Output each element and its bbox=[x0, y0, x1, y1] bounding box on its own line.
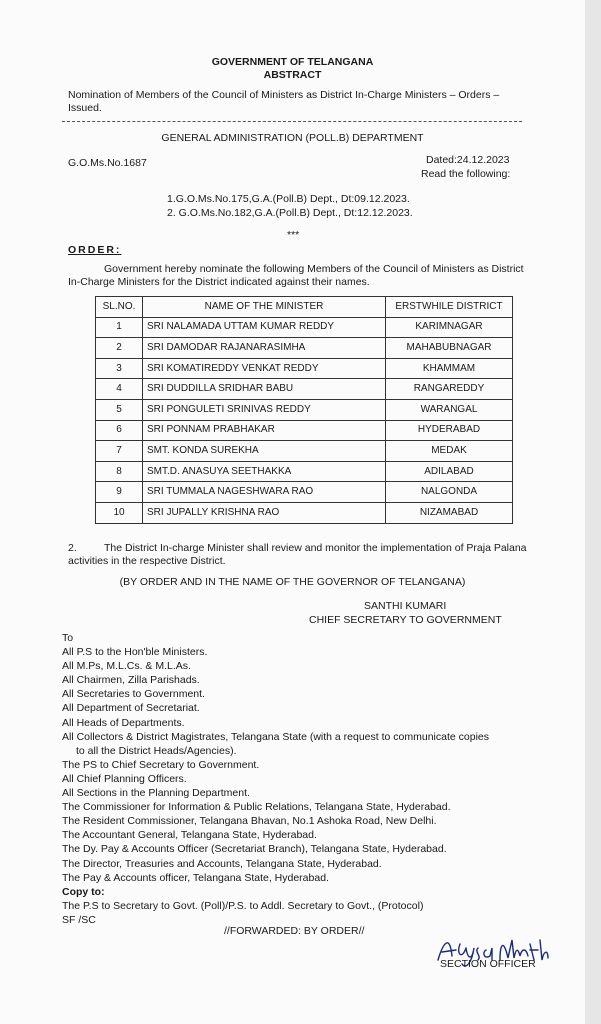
district-name: KARIMNAGAR bbox=[386, 317, 513, 338]
district-name: WARANGAL bbox=[386, 399, 513, 420]
minister-name: SRI TUMMALA NAGESHWARA RAO bbox=[143, 482, 386, 503]
go-number: G.O.Ms.No.1687 bbox=[68, 157, 147, 169]
district-name: NIZAMABAD bbox=[386, 502, 513, 523]
page-edge bbox=[585, 0, 601, 1024]
list-item: The Dy. Pay & Accounts Officer (Secretariat Branch), Telangana State, Hyderabad. bbox=[62, 843, 447, 856]
district-name: KHAMMAM bbox=[386, 358, 513, 379]
minister-name: SRI DAMODAR RAJANARASIMHA bbox=[143, 338, 386, 359]
order-heading: ORDER: bbox=[68, 244, 122, 256]
list-item: All Sections in the Planning Department. bbox=[62, 787, 250, 800]
table-row bbox=[96, 317, 513, 338]
list-item: All P.S to the Hon'ble Ministers. bbox=[62, 646, 208, 659]
minister-name: SRI NALAMADA UTTAM KUMAR REDDY bbox=[143, 317, 386, 338]
district-name: NALGONDA bbox=[386, 482, 513, 503]
row-number: 6 bbox=[96, 420, 143, 441]
list-item: The Accountant General, Telangana State, Hyderabad. bbox=[62, 829, 317, 842]
copy-item: The P.S to Secretary to Govt. (Poll)/P.S. to Addl. Secretary to Govt., (Protocol) bbox=[62, 899, 424, 912]
list-item: The Resident Commissioner, Telangana Bhavan, No.1 Ashoka Road, New Delhi. bbox=[62, 815, 437, 828]
government-title: GOVERNMENT OF TELANGANA bbox=[211, 56, 374, 68]
forwarded-line: //FORWARDED: BY ORDER// bbox=[224, 925, 365, 937]
copy-to-label: Copy to: bbox=[62, 885, 105, 898]
header-minister-name: NAME OF THE MINISTER bbox=[143, 297, 386, 318]
list-item: All Collectors & District Magistrates, Telangana State (with a request to communicate copies bbox=[62, 730, 489, 743]
minister-name: SRI KOMATIREDDY VENKAT REDDY bbox=[143, 358, 386, 379]
table-row bbox=[96, 420, 513, 441]
table-row bbox=[96, 482, 513, 503]
row-number: 2 bbox=[96, 338, 143, 359]
paragraph-2-number: 2. bbox=[68, 542, 77, 554]
reference-1: 1.G.O.Ms.No.175,G.A.(Poll.B) Dept., Dt:09.12.2023. bbox=[167, 193, 410, 205]
district-name: HYDERABAD bbox=[386, 420, 513, 441]
ministers-table bbox=[95, 296, 513, 524]
subject-text: Nomination of Members of the Council of Ministers as District In-Charge Ministers – Orders – Issued. bbox=[68, 89, 500, 114]
table-row bbox=[96, 441, 513, 462]
reference-2: 2. G.O.Ms.No.182,G.A.(Poll.B) Dept., Dt:12.12.2023. bbox=[167, 207, 413, 219]
list-item: All Chief Planning Officers. bbox=[62, 772, 187, 785]
row-number: 5 bbox=[96, 399, 143, 420]
minister-name: SMT.D. ANASUYA SEETHAKKA bbox=[143, 461, 386, 482]
table-header-row bbox=[96, 297, 513, 318]
table-row bbox=[96, 461, 513, 482]
row-number: 9 bbox=[96, 482, 143, 503]
minister-name: SRI JUPALLY KRISHNA RAO bbox=[143, 502, 386, 523]
list-item: All Chairmen, Zilla Parishads. bbox=[62, 674, 200, 687]
read-following: Read the following: bbox=[421, 168, 511, 180]
separator-line bbox=[62, 121, 522, 122]
list-item: All Heads of Departments. bbox=[62, 716, 185, 729]
minister-name: SMT. KONDA SUREKHA bbox=[143, 441, 386, 462]
district-name: RANGAREDDY bbox=[386, 379, 513, 400]
minister-name: SRI PONGULETI SRINIVAS REDDY bbox=[143, 399, 386, 420]
district-name: ADILABAD bbox=[386, 461, 513, 482]
district-name: MEDAK bbox=[386, 441, 513, 462]
list-item: All Department of Secretariat. bbox=[62, 702, 200, 715]
signatory-title: CHIEF SECRETARY TO GOVERNMENT bbox=[309, 614, 502, 626]
signatory-name: SANTHI KUMARI bbox=[364, 600, 447, 612]
row-number: 4 bbox=[96, 379, 143, 400]
list-item: The Pay & Accounts officer, Telangana State, Hyderabad. bbox=[62, 871, 329, 884]
order-paragraph-1: Government hereby nominate the following Members of the Council of Ministers as District In-Charge Ministers for the District indicated against their names. bbox=[68, 263, 524, 288]
row-number: 8 bbox=[96, 461, 143, 482]
distribution-list bbox=[62, 631, 542, 927]
section-officer-label: SECTION OFFICER bbox=[440, 958, 536, 970]
order-paragraph-2: The District In-charge Minister shall review and monitor the implementation of Praja Palana activities in the respective District. bbox=[68, 542, 527, 567]
copy-item: SF /SC bbox=[62, 913, 96, 926]
district-name: MAHABUBNAGAR bbox=[386, 338, 513, 359]
list-item: The Commissioner for Information & Public Relations, Telangana State, Hyderabad. bbox=[62, 801, 451, 814]
list-item: All M.Ps, M.L.Cs. & M.L.As. bbox=[62, 660, 191, 673]
row-number: 1 bbox=[96, 317, 143, 338]
row-number: 3 bbox=[96, 358, 143, 379]
order-date: Dated:24.12.2023 bbox=[426, 154, 510, 166]
minister-name: SRI PONNAM PRABHAKAR bbox=[143, 420, 386, 441]
row-number: 7 bbox=[96, 441, 143, 462]
separator-stars: *** bbox=[287, 229, 300, 241]
list-item: to all the District Heads/Agencies). bbox=[76, 744, 237, 757]
department-title: GENERAL ADMINISTRATION (POLL.B) DEPARTMENT bbox=[161, 132, 424, 144]
header-sl-no: SL.NO. bbox=[96, 297, 143, 318]
to-label: To bbox=[62, 632, 74, 644]
list-item: The Director, Treasuries and Accounts, Telangana State, Hyderabad. bbox=[62, 857, 382, 870]
table-row bbox=[96, 379, 513, 400]
abstract-label: ABSTRACT bbox=[263, 69, 322, 81]
table-row bbox=[96, 338, 513, 359]
header-district: ERSTWHILE DISTRICT bbox=[386, 297, 513, 318]
list-item: All Secretaries to Government. bbox=[62, 688, 205, 701]
by-order-line: (BY ORDER AND IN THE NAME OF THE GOVERNOR OF TELANGANA) bbox=[119, 576, 466, 588]
table-row bbox=[96, 399, 513, 420]
list-item: The PS to Chief Secretary to Government. bbox=[62, 758, 260, 771]
row-number: 10 bbox=[96, 502, 143, 523]
table-row bbox=[96, 502, 513, 523]
minister-name: SRI DUDDILLA SRIDHAR BABU bbox=[143, 379, 386, 400]
table-row bbox=[96, 358, 513, 379]
